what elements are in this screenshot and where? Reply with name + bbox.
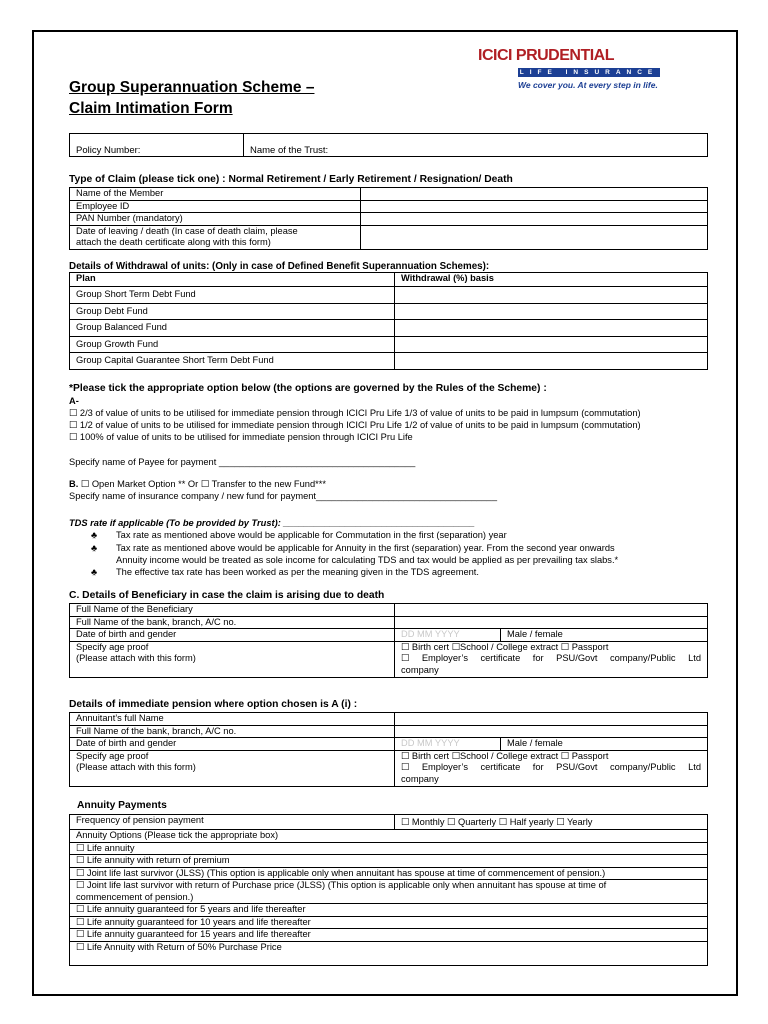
proof-options-line-1: ☐ Birth cert ☐School / College extract ☐ Passport <box>401 750 609 761</box>
date-of-leaving-text-1: Date of leaving / death (In case of death claim, please <box>76 225 298 236</box>
member-name-input[interactable] <box>361 188 708 201</box>
proof-options-line-3: company <box>401 773 439 784</box>
annuity-option-life[interactable]: ☐ Life annuity <box>70 842 708 855</box>
age-proof-note: (Please attach with this form) <box>76 653 196 663</box>
claim-type-heading: Type of Claim (please tick one) : Normal Retirement / Early Retirement / Resignation/ Death <box>69 174 513 185</box>
option-a-label: A- <box>69 396 79 406</box>
proof-options-line-2: ☐ Employer’s certificate for PSU/Govt company/Public Ltd <box>401 762 701 772</box>
policy-number-label: Policy Number: <box>76 144 141 156</box>
club-bullet-icon: ♣ <box>91 530 98 540</box>
trust-name-label: Name of the Trust: <box>250 144 329 156</box>
option-b-choices: ☐ Open Market Option ** Or ☐ Transfer to the new Fund*** <box>78 479 326 489</box>
fund-row-label: Group Balanced Fund <box>70 320 395 337</box>
annuitant-name-input[interactable] <box>395 713 708 726</box>
pan-number-label: PAN Number (mandatory) <box>70 213 361 226</box>
trust-name-field[interactable] <box>244 134 708 157</box>
beneficiary-bank-label: Full Name of the bank, branch, A/C no. <box>70 616 395 629</box>
fund-withdrawal-input[interactable] <box>395 303 708 320</box>
option-a-item-2[interactable]: ☐ 1/2 of value of units to be utilised for immediate pension through ICICI Pru Life 1/2 of value of units to be paid in lumpsum (commutation) <box>69 420 641 430</box>
beneficiary-name-label: Full Name of the Beneficiary <box>70 604 395 617</box>
age-proof-text: Specify age proof <box>76 750 149 761</box>
employee-id-input[interactable] <box>361 200 708 213</box>
fund-row-label: Group Growth Fund <box>70 336 395 353</box>
annuity-payments-heading: Annuity Payments <box>77 800 167 811</box>
club-bullet-icon: ♣ <box>91 567 98 577</box>
beneficiary-dob-label: Date of birth and gender <box>70 629 395 642</box>
logo-band: LIFE INSURANCE <box>519 69 659 76</box>
option-b-row[interactable] <box>69 479 326 491</box>
withdrawal-heading: Details of Withdrawal of units: (Only in case of Defined Benefit Superannuation Schemes): <box>69 261 490 272</box>
tds-note-3: The effective tax rate has been worked as per the meaning given in the TDS agreement. <box>116 567 479 577</box>
icici-prudential-logo <box>478 44 694 124</box>
date-of-leaving-text-2: attach the death certificate along with this form) <box>76 237 271 247</box>
annuitant-dob-label: Date of birth and gender <box>70 738 395 751</box>
fund-withdrawal-input[interactable] <box>395 287 708 304</box>
beneficiary-gender-field[interactable]: Male / female <box>501 629 708 642</box>
logo-brand-text: ICICI PRUDENTIAL <box>478 47 614 64</box>
fund-withdrawal-input[interactable] <box>395 336 708 353</box>
fund-row-label: Group Capital Guarantee Short Term Debt Fund <box>70 353 395 370</box>
fund-row-label: Group Debt Fund <box>70 303 395 320</box>
form-title-line2: Claim Intimation Form <box>69 100 233 117</box>
beneficiary-table <box>69 603 708 678</box>
member-details-table <box>69 187 708 250</box>
proof-options-line-2: ☐ Employer’s certificate for PSU/Govt company/Public Ltd <box>401 653 701 663</box>
annuity-option-jlss-rop[interactable] <box>70 880 708 904</box>
annuitant-bank-input[interactable] <box>395 725 708 738</box>
fund-withdrawal-input[interactable] <box>395 353 708 370</box>
proof-options-line-1: ☐ Birth cert ☐School / College extract ☐ Passport <box>401 641 609 652</box>
date-of-leaving-label <box>70 225 361 249</box>
policy-number-field[interactable] <box>70 134 244 157</box>
age-proof-text: Specify age proof <box>76 641 149 652</box>
annuitant-gender-field[interactable]: Male / female <box>501 738 708 751</box>
annuitant-age-proof-label <box>70 750 395 786</box>
annuitant-dob-input[interactable]: DD MM YYYY <box>395 738 501 751</box>
tds-note-2: Tax rate as mentioned above would be applicable for Annuity in the first (separation) year. From the second year onwards <box>116 543 615 553</box>
policy-table <box>69 133 708 157</box>
member-name-label: Name of the Member <box>70 188 361 201</box>
withdrawal-table <box>69 272 708 370</box>
withdrawal-column-header: Withdrawal (%) basis <box>395 273 708 287</box>
annuitant-bank-label: Full Name of the bank, branch, A/C no. <box>70 725 395 738</box>
beneficiary-bank-input[interactable] <box>395 616 708 629</box>
annuitant-age-proof-options[interactable] <box>395 750 708 786</box>
annuity-table <box>69 814 708 966</box>
option-a-item-3[interactable]: ☐ 100% of value of units to be utilised for immediate pension through ICICI Pru Life <box>69 432 413 442</box>
option-a-item-1[interactable]: ☐ 2/3 of value of units to be utilised for immediate pension through ICICI Pru Life 1/3 of value of units to be paid in lumpsum (commutation) <box>69 408 641 418</box>
proof-options-line-3: company <box>401 664 439 675</box>
annuity-option-life-rop[interactable]: ☐ Life annuity with return of premium <box>70 855 708 868</box>
annuity-options-label: Annuity Options (Please tick the appropriate box) <box>70 830 708 843</box>
insurer-name-field[interactable]: Specify name of insurance company / new fund for payment___________________________________ <box>69 491 497 501</box>
beneficiary-name-input[interactable] <box>395 604 708 617</box>
fund-withdrawal-input[interactable] <box>395 320 708 337</box>
beneficiary-heading <box>69 590 384 601</box>
beneficiary-age-proof-options[interactable] <box>395 641 708 677</box>
annuity-option-jlss[interactable]: ☐ Joint life last survivor (JLSS) (This option is applicable only when annuitant has spouse at time of commencement of pension.) <box>70 867 708 880</box>
beneficiary-heading-prefix: C <box>69 590 77 601</box>
option-b-label: B. <box>69 479 79 489</box>
options-heading: *Please tick the appropriate option below (the options are governed by the Rules of the Scheme) : <box>69 383 547 394</box>
tds-rate-field[interactable]: TDS rate if applicable (To be provided by Trust): _____________________________________ <box>69 518 475 528</box>
form-title-line1: Group Superannuation Scheme – <box>69 79 315 96</box>
fund-row-label: Group Short Term Debt Fund <box>70 287 395 304</box>
logo-tagline: We cover you. At every step in life. <box>518 80 658 90</box>
tds-note-1: Tax rate as mentioned above would be applicable for Commutation in the first (separation) year <box>116 530 507 540</box>
club-bullet-icon: ♣ <box>91 543 98 553</box>
tds-note-2-cont: Annuity income would be treated as sole income for calculating TDS and tax would be applied as per prevailing tax slabs.* <box>116 555 619 565</box>
annuitant-heading: Details of immediate pension where option chosen is A (i) : <box>69 699 358 710</box>
frequency-label: Frequency of pension payment <box>70 815 395 830</box>
employee-id-label: Employee ID <box>70 200 361 213</box>
pan-number-input[interactable] <box>361 213 708 226</box>
jlss-rop-text-1: ☐ Joint life last survivor with return of Purchase price (JLSS) (This option is applicable only when annuitant has spouse at time of <box>76 880 607 890</box>
annuity-option-guaranteed-10[interactable]: ☐ Life annuity guaranteed for 10 years and life thereafter <box>70 916 708 929</box>
payee-name-field[interactable]: Specify name of Payee for payment ______________________________________ <box>69 457 416 467</box>
annuity-option-rop-50[interactable]: ☐ Life Annuity with Return of 50% Purchase Price <box>70 941 708 965</box>
date-of-leaving-input[interactable] <box>361 225 708 249</box>
annuity-option-guaranteed-15[interactable]: ☐ Life annuity guaranteed for 15 years and life thereafter <box>70 929 708 942</box>
age-proof-note: (Please attach with this form) <box>76 762 196 772</box>
annuity-option-guaranteed-5[interactable]: ☐ Life annuity guaranteed for 5 years and life thereafter <box>70 904 708 917</box>
frequency-options[interactable]: ☐ Monthly ☐ Quarterly ☐ Half yearly ☐ Yearly <box>395 815 708 830</box>
annuitant-table <box>69 712 708 787</box>
beneficiary-heading-text: . Details of Beneficiary in case the claim is arising due to death <box>76 590 385 601</box>
annuitant-name-label: Annuitant’s full Name <box>70 713 395 726</box>
plan-column-header: Plan <box>70 273 395 287</box>
jlss-rop-text-2: commencement of pension.) <box>76 891 194 902</box>
beneficiary-dob-input[interactable]: DD MM YYYY <box>395 629 501 642</box>
beneficiary-age-proof-label <box>70 641 395 677</box>
